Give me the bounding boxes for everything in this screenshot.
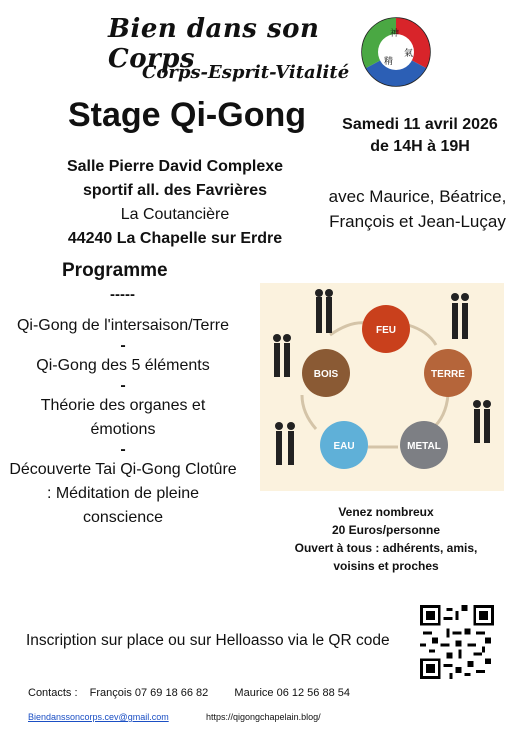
- stage-date: Samedi 11 avril 2026: [342, 116, 498, 133]
- element-metal-label: METAL: [407, 441, 441, 452]
- stage-title: Stage Qi-Gong: [68, 96, 306, 134]
- programme-title: Programme: [62, 260, 168, 281]
- logo-glyph-1: 神: [390, 28, 400, 38]
- contacts-line: [28, 687, 350, 699]
- element-earth-label: TERRE: [431, 369, 465, 380]
- venue-line-1: Salle Pierre David Complexe: [66, 158, 284, 175]
- instructors-block: [310, 184, 525, 234]
- programme-item: Découverte Tai Qi-Gong Clotûre : Méditation de pleine conscience: [9, 461, 237, 526]
- programme-separator: -: [120, 441, 126, 458]
- programme-separator: -: [120, 337, 126, 354]
- brand-subtitle: Corps-Esprit-Vitalité: [142, 62, 350, 83]
- venue-block: [40, 155, 310, 251]
- programme-list: [8, 314, 238, 530]
- brand-title: Bien dans son Corps: [108, 14, 320, 74]
- programme-item: Qi-Gong des 5 éléments: [36, 357, 210, 374]
- programme-item: Théorie des organes et émotions: [40, 397, 206, 438]
- footer-email-link[interactable]: Biendanssoncorps.cev@gmail.com: [28, 712, 169, 722]
- logo-glyph-2: 氣: [404, 48, 414, 58]
- instructors-line-1: avec Maurice, Béatrice,: [328, 187, 507, 206]
- element-water-label: EAU: [333, 441, 355, 452]
- qr-code-icon[interactable]: [420, 605, 494, 679]
- instructors-line-2: François et Jean-Luçay: [329, 212, 506, 231]
- logo-glyph-3: 精: [384, 56, 394, 66]
- contacts-label: Contacts :: [28, 687, 78, 699]
- info-line-1: Venez nombreux: [338, 505, 434, 519]
- stage-time: de 14H à 19H: [370, 138, 470, 155]
- element-wood-label: BOIS: [313, 369, 339, 380]
- yin-yang-logo-icon: [360, 16, 432, 88]
- venue-line-3: La Coutancière: [120, 206, 230, 223]
- programme-item: Qi-Gong de l'intersaison/Terre: [16, 317, 230, 334]
- programme-dash: -----: [110, 286, 135, 303]
- stage-date-block: [330, 114, 510, 158]
- footer-blog-url[interactable]: https://qigongchapelain.blog/: [206, 712, 321, 722]
- contact-maurice: Maurice 06 12 56 88 54: [234, 687, 351, 699]
- info-line-3: Ouvert à tous : adhérents, amis,: [294, 541, 478, 555]
- element-fire-label: FEU: [376, 325, 396, 336]
- five-elements-illustration: [260, 283, 504, 491]
- programme-separator: -: [120, 377, 126, 394]
- info-line-4: voisins et proches: [333, 559, 439, 573]
- venue-line-2: sportif all. des Favrières: [82, 182, 268, 199]
- info-block: [266, 503, 506, 575]
- info-line-2: 20 Euros/personne: [331, 523, 441, 537]
- venue-line-4: 44240 La Chapelle sur Erdre: [67, 230, 283, 247]
- contact-francois: François 07 69 18 66 82: [89, 687, 209, 699]
- inscription-text: Inscription sur place ou sur Helloasso via le QR code: [26, 632, 390, 649]
